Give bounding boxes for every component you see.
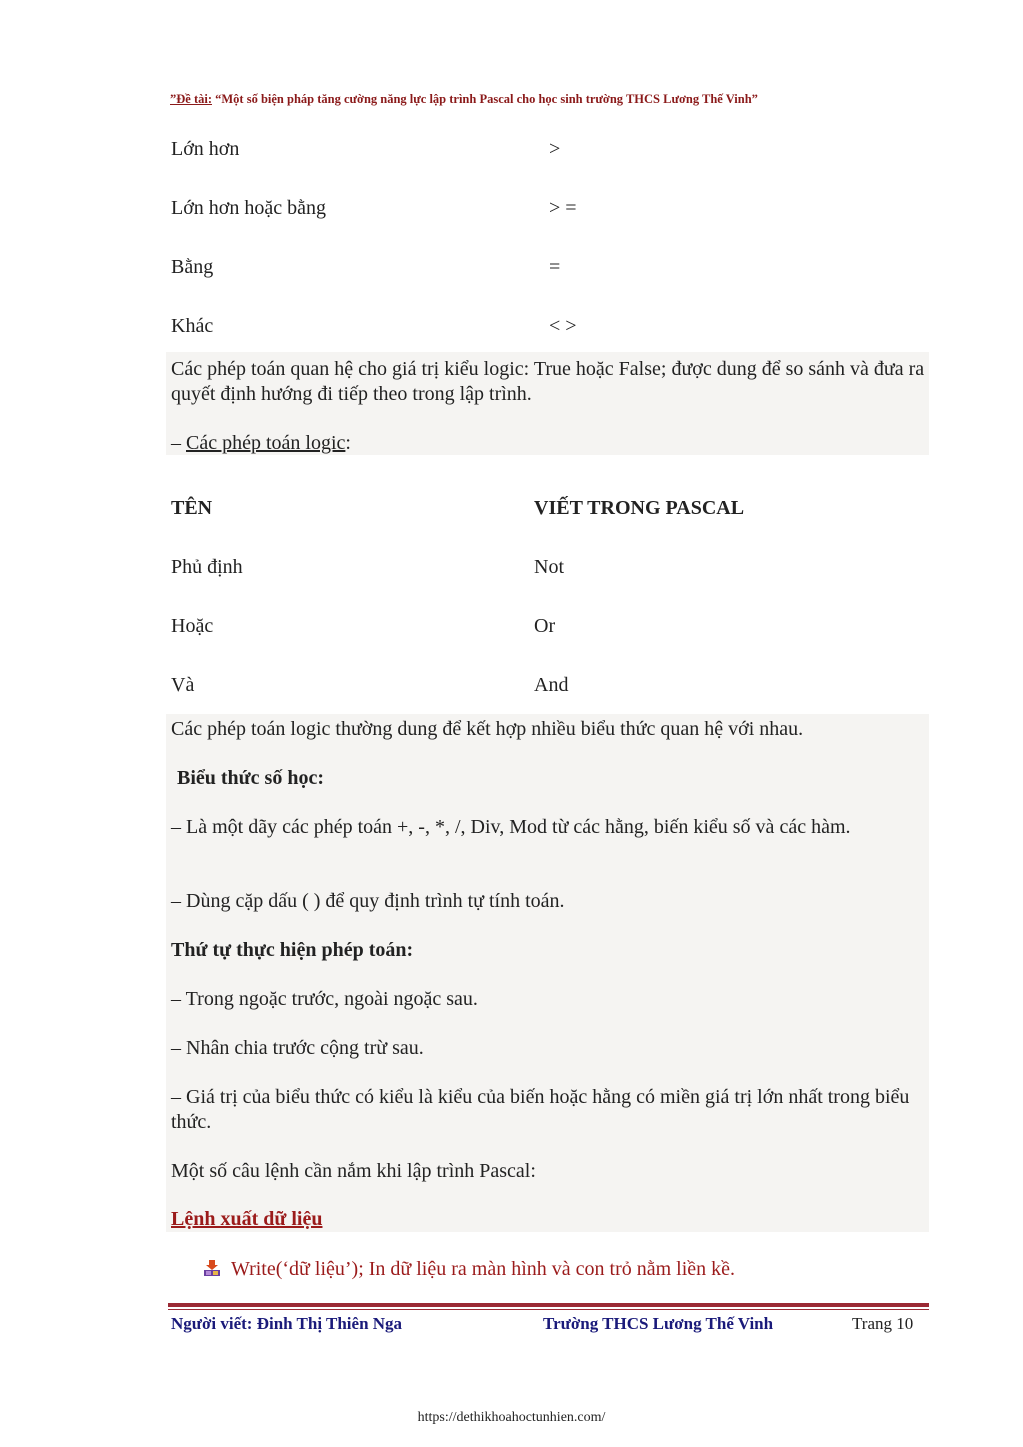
- logic-heading-dash: –: [171, 432, 186, 454]
- bullet-text: Write(‘dữ liệu’); In dữ liệu ra màn hình và con trỏ nằm liền kề.: [231, 1258, 736, 1280]
- logic-heading: [171, 431, 929, 456]
- arith-heading: Biểu thức số học:: [177, 767, 325, 789]
- relational-note: Các phép toán quan hệ cho giá trị kiểu logic: True hoặc False; được dung để so sánh và đưa ra quyết định hướng đi tiếp theo trong lập trình.: [171, 358, 925, 405]
- logic-heading-text: Các phép toán logic: [186, 432, 346, 454]
- op-symbol: >: [549, 138, 561, 160]
- op-symbol: > =: [549, 197, 577, 219]
- arith-item: – Là một dãy các phép toán +, -, *, /, Div, Mod từ các hằng, biến kiểu số và các hàm.: [171, 816, 851, 838]
- logic-name: Và: [171, 674, 195, 696]
- relational-op-row: [171, 138, 931, 161]
- footer-rule: [168, 1303, 929, 1307]
- logic-pascal: Not: [534, 556, 564, 578]
- op-symbol: < >: [549, 315, 577, 337]
- logic-name: Phủ định: [171, 556, 243, 578]
- relational-op-row: [171, 315, 931, 338]
- order-item: – Nhân chia trước cộng trừ sau.: [171, 1037, 424, 1059]
- arrow-down-icon: [203, 1259, 221, 1277]
- logic-table-header: [171, 497, 931, 520]
- arith-item: – Dùng cặp dấu ( ) để quy định trình tự tính toán.: [171, 890, 565, 912]
- logic-table-row: [171, 674, 931, 697]
- footer-school: Trường THCS Lương Thế Vinh: [543, 1314, 774, 1333]
- source-url[interactable]: https://dethikhoahoctunhien.com/: [417, 1410, 606, 1425]
- footer-author: Người viết: Đinh Thị Thiên Nga: [171, 1314, 403, 1333]
- commands-intro: Một số câu lệnh cần nắm khi lập trình Pascal:: [171, 1160, 536, 1182]
- op-name: Bằng: [171, 256, 214, 278]
- shaded-block: [166, 714, 929, 1232]
- order-item: – Trong ngoặc trước, ngoài ngoặc sau.: [171, 988, 478, 1010]
- logic-name: Hoặc: [171, 615, 214, 637]
- op-name: Lớn hơn hoặc bằng: [171, 197, 326, 219]
- op-symbol: =: [549, 256, 561, 278]
- document-header: [170, 92, 930, 107]
- relational-op-row: [171, 256, 931, 279]
- logic-heading-colon: :: [345, 432, 351, 454]
- section-title: Lệnh xuất dữ liệu: [171, 1208, 323, 1230]
- order-heading: Thứ tự thực hiện phép toán:: [171, 939, 414, 961]
- footer-page-number: Trang 10: [852, 1314, 914, 1333]
- logic-col-pascal: VIẾT TRONG PASCAL: [534, 497, 745, 519]
- logic-col-name: TÊN: [171, 497, 213, 519]
- logic-note: Các phép toán logic thường dung để kết hợp nhiều biểu thức quan hệ với nhau.: [171, 718, 804, 740]
- logic-table-row: [171, 556, 931, 579]
- logic-pascal: And: [534, 674, 569, 696]
- footer-rule-thin: [168, 1309, 929, 1310]
- header-label: ”Đề tài:: [170, 92, 212, 106]
- logic-pascal: Or: [534, 615, 556, 637]
- logic-table-row: [171, 615, 931, 638]
- order-item: – Giá trị của biểu thức có kiểu là kiểu của biến hoặc hằng có miền giá trị lớn nhất trong biểu thức.: [171, 1086, 910, 1133]
- bullet-item: [203, 1258, 735, 1281]
- header-title: “Một số biện pháp tăng cường năng lực lập trình Pascal cho học sinh trường THCS Lương Thế Vinh”: [212, 92, 758, 106]
- relational-op-row: [171, 197, 931, 220]
- op-name: Lớn hơn: [171, 138, 240, 160]
- op-name: Khác: [171, 315, 214, 337]
